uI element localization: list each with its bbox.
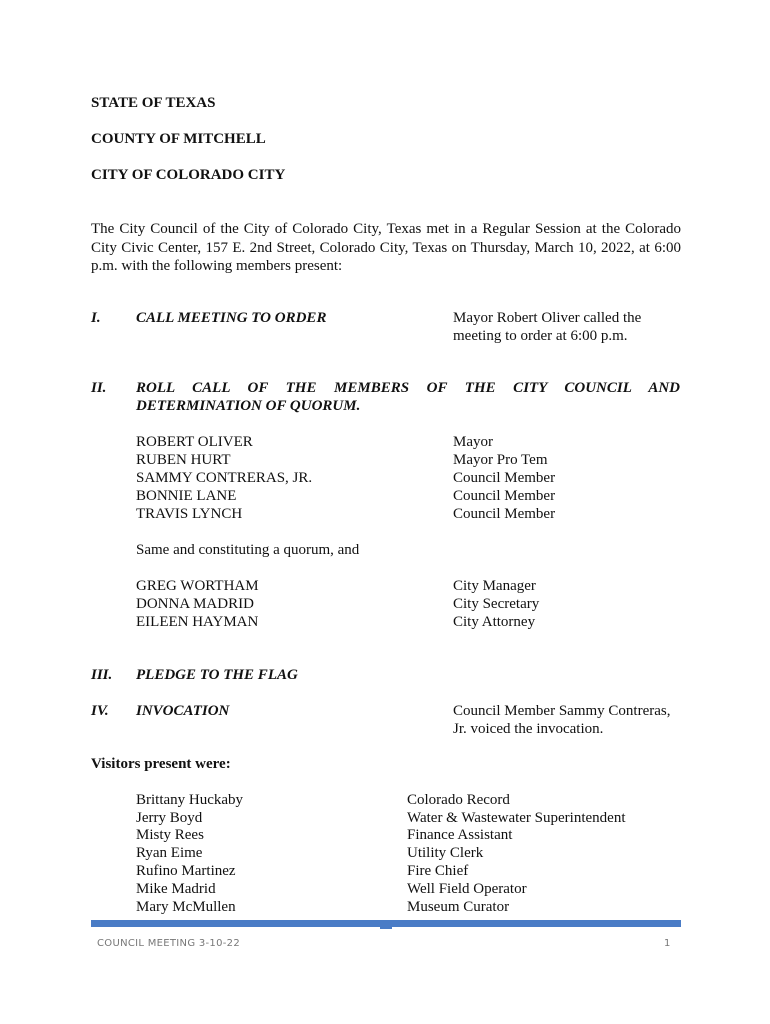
visitor-name: Ryan Eime [136, 845, 203, 861]
visitor-name: Mary McMullen [136, 899, 236, 915]
visitor-role: Colorado Record [407, 792, 510, 808]
council-member-role: Council Member [453, 470, 556, 486]
section-4-title: INVOCATION [136, 703, 230, 719]
staff-role: City Manager [453, 578, 536, 594]
city-heading: CITY OF COLORADO CITY [91, 167, 286, 183]
visitor-role: Museum Curator [407, 899, 510, 915]
footer-divider [91, 920, 681, 927]
section-2-title-line-2: DETERMINATION OF QUORUM. [136, 398, 361, 414]
intro-paragraph: The City Council of the City of Colorado City, Texas met in a Regular Session at the Colorado City Civic Center, 157 E. 2nd Street, Colorado City, Texas on Thursday, March 10, 2022, at 6:00 p.m. with the following members present: [91, 221, 681, 274]
visitor-name: Misty Rees [136, 827, 204, 843]
council-member-name: TRAVIS LYNCH [136, 506, 243, 522]
section-4-note-line-2: Jr. voiced the invocation. [453, 721, 604, 737]
council-member-name: RUBEN HURT [136, 452, 231, 468]
section-2-number: II. [91, 380, 107, 396]
staff-name: EILEEN HAYMAN [136, 614, 259, 630]
section-1-number: I. [91, 310, 101, 326]
council-member-name: SAMMY CONTRERAS, JR. [136, 470, 313, 486]
council-member-role: Council Member [453, 506, 556, 522]
section-1-note-line-1: Mayor Robert Oliver called the [453, 310, 642, 326]
visitor-role: Finance Assistant [407, 827, 513, 843]
section-4-note-line-1: Council Member Sammy Contreras, [453, 703, 671, 719]
footer-label: COUNCIL MEETING 3-10-22 [97, 938, 240, 949]
footer-divider-tick [380, 927, 392, 929]
section-3-number: III. [91, 667, 113, 683]
visitors-heading: Visitors present were: [91, 756, 231, 772]
page-number: 1 [664, 938, 671, 949]
county-heading: COUNTY OF MITCHELL [91, 131, 266, 147]
quorum-text: Same and constituting a quorum, and [136, 542, 360, 558]
state-heading: STATE OF TEXAS [91, 95, 216, 111]
section-4-number: IV. [91, 703, 109, 719]
council-member-name: BONNIE LANE [136, 488, 237, 504]
visitor-name: Mike Madrid [136, 881, 216, 897]
visitor-name: Jerry Boyd [136, 810, 203, 826]
section-2-title-line-1: ROLL CALL OF THE MEMBERS OF THE CITY COUNCIL AND [136, 380, 680, 396]
council-member-role: Mayor [453, 434, 493, 450]
visitor-role: Utility Clerk [407, 845, 484, 861]
visitor-name: Brittany Huckaby [136, 792, 244, 808]
staff-role: City Attorney [453, 614, 536, 630]
section-1-title: CALL MEETING TO ORDER [136, 310, 327, 326]
council-member-name: ROBERT OLIVER [136, 434, 253, 450]
staff-name: GREG WORTHAM [136, 578, 259, 594]
council-member-role: Council Member [453, 488, 556, 504]
visitor-role: Fire Chief [407, 863, 469, 879]
section-1-note-line-2: meeting to order at 6:00 p.m. [453, 328, 628, 344]
visitor-name: Rufino Martinez [136, 863, 236, 879]
visitor-role: Well Field Operator [407, 881, 527, 897]
section-3-title: PLEDGE TO THE FLAG [136, 667, 298, 683]
staff-role: City Secretary [453, 596, 540, 612]
council-member-role: Mayor Pro Tem [453, 452, 548, 468]
staff-name: DONNA MADRID [136, 596, 254, 612]
visitor-role: Water & Wastewater Superintendent [407, 810, 626, 826]
